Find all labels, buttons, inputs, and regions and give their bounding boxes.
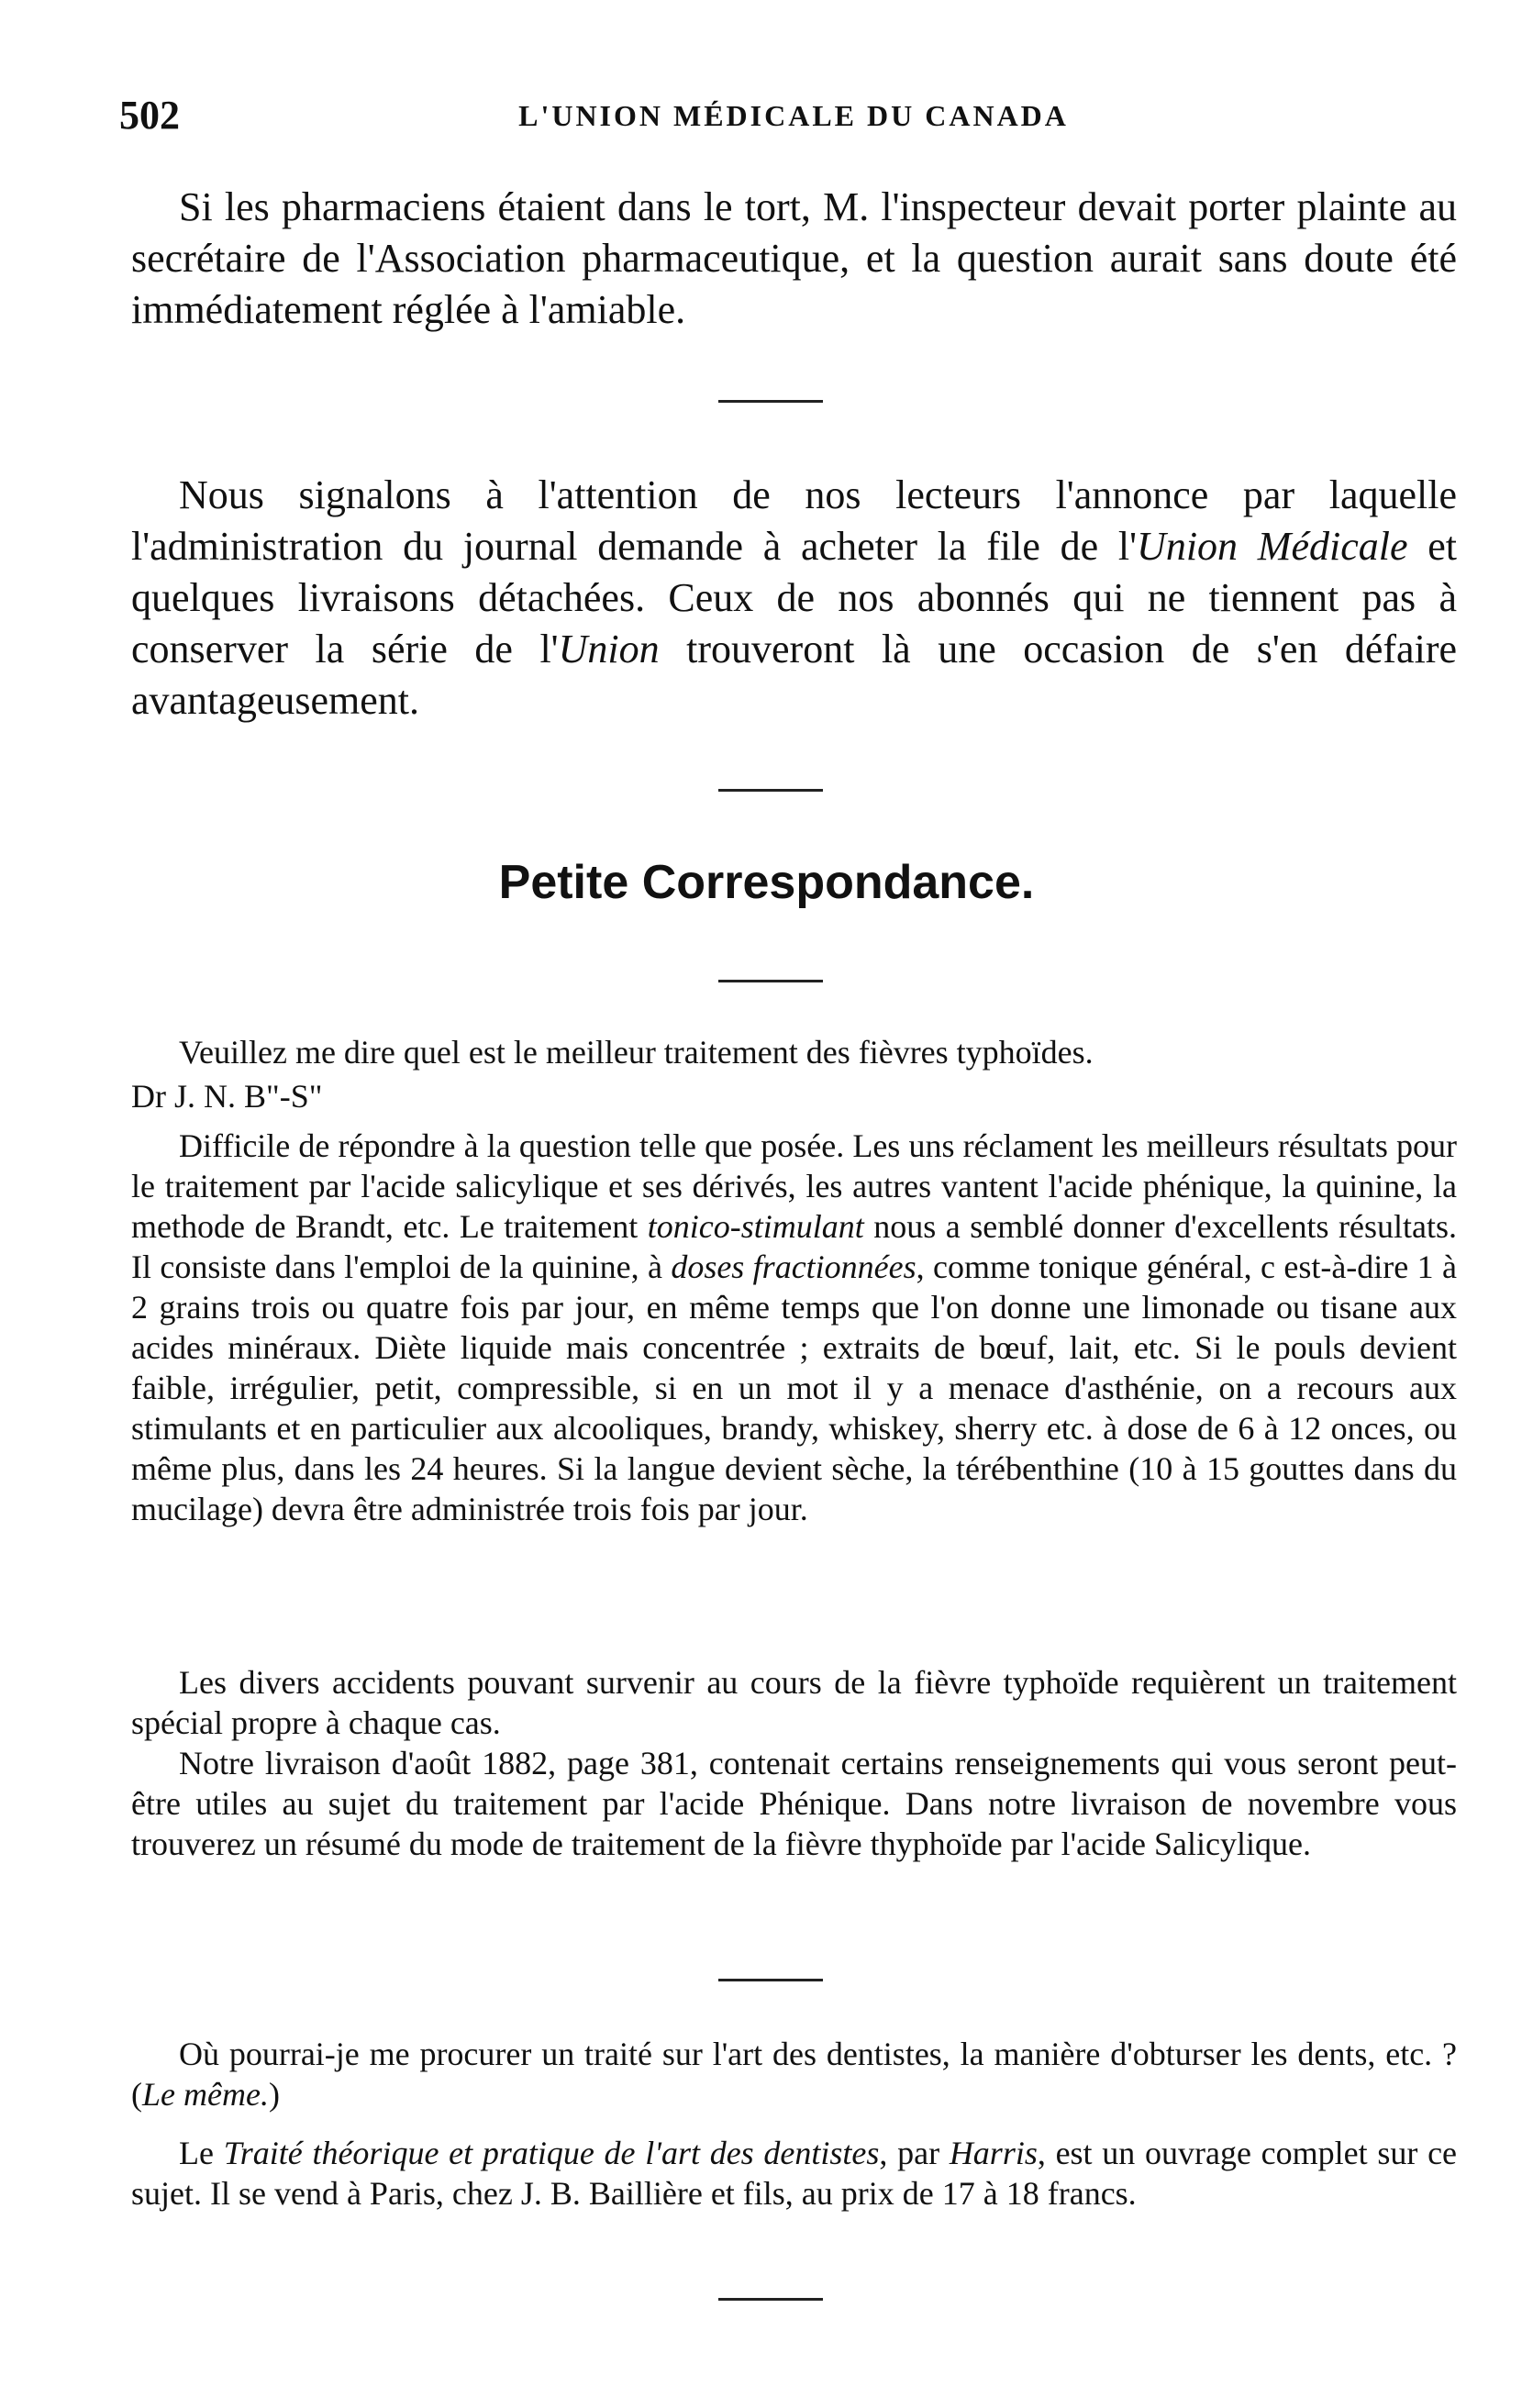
book-title-italic: Traité théorique et pratique de l'art des dentistes — [223, 2135, 880, 2171]
announcement-text-3: trouveront là une occasion de s'en défaire avantageusement. — [131, 627, 1457, 723]
question2-text-1: Où pourrai-je me procurer un traité sur l'art des dentistes, la manière d'obturser les dents, etc. ? ( — [131, 2036, 1457, 2113]
separator-rule — [718, 789, 823, 792]
page-number: 502 — [119, 93, 180, 138]
journal-name-italic: Union Médicale — [1137, 524, 1408, 569]
answer-typhoid-treatment — [131, 1126, 1457, 1529]
page-header — [119, 92, 1468, 147]
book-author-italic: Harris — [949, 2135, 1038, 2171]
paragraph-announcement — [131, 470, 1457, 727]
paragraph-pharmacists: Si les pharmaciens étaient dans le tort, M. l'inspecteur devait porter plainte au secrétaire de l'Association pharmaceutique, et la question aurait sans doute été immédiatement réglée à l'amiable. — [131, 184, 1457, 332]
answer2-text-1: Le — [179, 2135, 224, 2171]
question-typhoid: Veuillez me dire quel est le meilleur traitement des fièvres typhoïdes. — [179, 1034, 1094, 1071]
answer2-text-3: , est un ouvrage complet sur ce sujet. Il se vend à Paris, chez J. B. Baillière et fils, au prix de 17 à 18 francs. — [131, 2135, 1458, 2212]
announcement-text-2: et quelques livraisons détachées. Ceux de nos abonnés qui ne tiennent pas à conserver la série de l' — [131, 524, 1457, 671]
answer-references: Notre livraison d'août 1882, page 381, contenait certains renseignements qui vous seront peut-être utiles au sujet du traitement par l'acide Phénique. Dans notre livraison de novembre vous trouverez un résumé du mode de traitement de la fièvre thyphoïde par l'acide Salicylique. — [131, 1745, 1457, 1862]
question-signature: Dr J. N. B"-S" — [131, 1078, 323, 1115]
separator-rule — [718, 400, 823, 403]
answer-text-2: nous a semblé donner d'excellents résultats. Il consiste dans l'emploi de la quinine, à — [131, 1208, 1457, 1285]
separator-rule — [718, 980, 823, 982]
question-dentistry — [131, 2034, 1457, 2114]
question2-text-2: ) — [268, 2076, 280, 2113]
answer2-text-2: , par — [879, 2135, 950, 2171]
question2-author-italic: Le même. — [142, 2076, 269, 2113]
treatment-name-italic: tonico-stimulant — [647, 1208, 864, 1245]
separator-rule — [718, 2298, 823, 2301]
answer-accidents: Les divers accidents pouvant survenir au cours de la fièvre typhoïde requièrent un traitement spécial propre à chaque cas. — [131, 1664, 1457, 1741]
separator-rule — [718, 1979, 823, 1981]
answer-dentistry — [131, 2133, 1457, 2214]
journal-short-name-italic: Union — [558, 627, 660, 671]
announcement-text-1: Nous signalons à l'attention de nos lecteurs l'annonce par laquelle l'administration du journal demande à acheter la file de l' — [131, 472, 1457, 569]
dose-italic: doses fractionnées — [671, 1248, 916, 1285]
section-title: Petite Correspondance. — [498, 856, 1035, 909]
answer-text-1: Difficile de répondre à la question telle que posée. Les uns réclament les meilleurs résultats pour le traitement par l'acide salicylique et ses dérivés, les autres vantent l'acide phénique, la quinine, la methode de Brandt, etc. Le traitement — [131, 1127, 1457, 1245]
answer-text-3: , comme tonique général, c est-à-dire 1 à 2 grains trois ou quatre fois par jour, en même temps que l'on donne une limonade ou tisane aux acides minéraux. Diète liquide mais concentrée ; extraits de bœuf, lait, etc. Si le pouls devient faible, irrégulier, petit, compressible, si en un mot il y a menace d'asthénie, on a recours aux stimulants et en particulier aux alcooliques, brandy, whiskey, sherry etc. à dose de 6 à 12 onces, ou même plus, dans les 24 heures. Si la langue devient sèche, la térébenthine (10 à 15 gouttes dans du mucilage) devra être administrée trois fois par jour. — [131, 1248, 1457, 1527]
running-title: L'UNION MÉDICALE DU CANADA — [518, 99, 1069, 132]
